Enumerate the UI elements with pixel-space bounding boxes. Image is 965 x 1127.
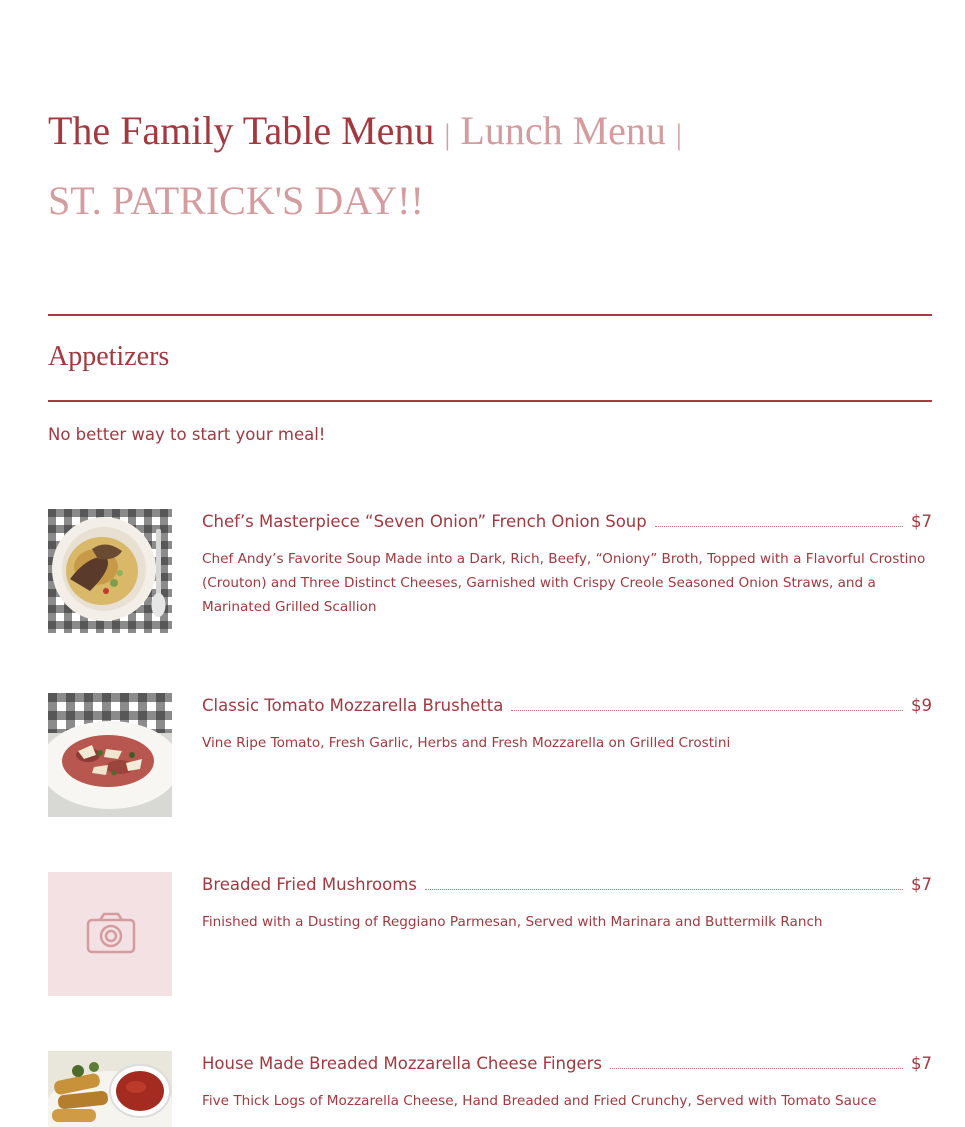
soup-photo[interactable] <box>48 509 172 633</box>
price-leader <box>511 697 903 711</box>
price-leader <box>425 876 903 890</box>
item-price: $7 <box>911 1054 932 1073</box>
section-divider-top <box>48 314 932 316</box>
section-title: Appetizers <box>48 341 170 372</box>
bruschetta-photo[interactable] <box>48 693 172 817</box>
item-price: $7 <box>911 512 932 531</box>
title-separator: | <box>444 118 451 151</box>
menu-subtitle: Lunch Menu <box>460 108 666 153</box>
title-separator-end: | <box>675 118 682 151</box>
menu-title: The Family Table Menu <box>48 108 435 153</box>
section-divider-bottom <box>48 400 932 402</box>
item-name: Chef’s Masterpiece “Seven Onion” French Onion Soup <box>202 512 647 531</box>
item-description: Finished with a Dusting of Reggiano Parmesan, Served with Marinara and Buttermilk Ranch <box>202 914 823 930</box>
section-description: No better way to start your meal! <box>48 425 326 444</box>
item-description: Five Thick Logs of Mozzarella Cheese, Hand Breaded and Fried Crunchy, Served with Tomato Sauce <box>202 1093 877 1109</box>
item-name: House Made Breaded Mozzarella Cheese Fingers <box>202 1054 602 1073</box>
price-leader <box>610 1055 903 1069</box>
event-title: ST. PATRICK'S DAY!! <box>48 178 424 223</box>
cheese-fingers-photo[interactable] <box>48 1051 172 1127</box>
item-price: $9 <box>911 696 932 715</box>
item-name: Breaded Fried Mushrooms <box>202 875 417 894</box>
page-title <box>48 108 928 158</box>
camera-icon <box>48 872 172 996</box>
item-description: Chef Andy’s Favorite Soup Made into a Dark, Rich, Beefy, “Oniony” Broth, Topped with a Flavorful Crostino (Crouton) and Three Distinct Cheeses, Garnished with Crispy Creole Seasoned Onion Straws, and a Marinated Grilled Scallion <box>202 551 926 615</box>
item-name: Classic Tomato Mozzarella Brushetta <box>202 696 504 715</box>
price-leader <box>655 513 903 527</box>
item-description: Vine Ripe Tomato, Fresh Garlic, Herbs and Fresh Mozzarella on Grilled Crostini <box>202 735 731 751</box>
image-placeholder[interactable] <box>48 872 172 996</box>
item-price: $7 <box>911 875 932 894</box>
